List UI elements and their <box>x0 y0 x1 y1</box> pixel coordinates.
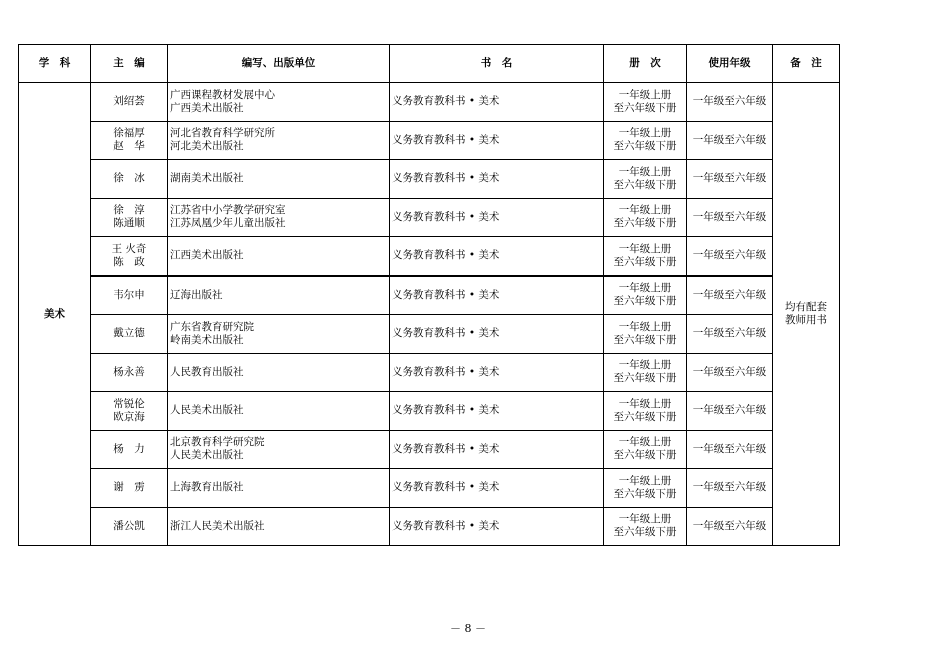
editor-cell <box>91 507 168 546</box>
volume-cell <box>604 276 687 315</box>
publisher-cell-line: 浙江人民美术出版社 <box>170 519 265 532</box>
publisher-cell-line: 上海教育出版社 <box>170 481 244 494</box>
publisher-cell <box>168 83 390 122</box>
table-body <box>19 83 840 546</box>
volume-cell-line: 至六年级下册 <box>613 449 677 462</box>
volume-cell-line: 一年级上册 <box>618 436 672 449</box>
publisher-cell <box>168 121 390 160</box>
table-row <box>19 507 840 546</box>
volume-cell <box>604 83 687 122</box>
book-cell: 义务教育教科书 • 美术 <box>390 469 604 508</box>
table-row <box>19 83 840 122</box>
header-book: 书 名 <box>390 45 604 83</box>
volume-cell-line: 一年级上册 <box>618 88 672 101</box>
volume-cell-line: 至六年级下册 <box>613 333 677 346</box>
book-cell: 义务教育教科书 • 美术 <box>390 353 604 392</box>
table-row <box>19 392 840 431</box>
editor-cell <box>91 469 168 508</box>
book-cell: 义务教育教科书 • 美术 <box>390 121 604 160</box>
note-line: 教师用书 <box>785 314 827 326</box>
publisher-cell-line: 人民教育出版社 <box>170 365 244 378</box>
grade-cell: 一年级至六年级 <box>687 276 773 315</box>
book-cell: 义务教育教科书 • 美术 <box>390 315 604 354</box>
editor-cell <box>91 198 168 237</box>
publisher-cell-line: 辽海出版社 <box>170 288 223 301</box>
volume-cell <box>604 121 687 160</box>
table-row <box>19 469 840 508</box>
header-publisher: 编写、出版单位 <box>168 45 390 83</box>
editor-cell-line: 欧京海 <box>113 410 145 423</box>
grade-cell: 一年级至六年级 <box>687 83 773 122</box>
grade-cell: 一年级至六年级 <box>687 469 773 508</box>
publisher-cell <box>168 160 390 199</box>
volume-cell <box>604 353 687 392</box>
editor-cell-line: 徐福厚 <box>113 127 145 140</box>
volume-cell-line: 一年级上册 <box>618 165 672 178</box>
editor-cell-line: 王 火奇 <box>111 242 147 255</box>
publisher-cell-line: 广西美术出版社 <box>170 101 244 114</box>
editor-cell-line: 常锐伦 <box>113 397 145 410</box>
publisher-cell <box>168 237 390 276</box>
table-row <box>19 160 840 199</box>
volume-cell <box>604 430 687 469</box>
volume-cell-line: 一年级上册 <box>618 127 672 140</box>
page-number: － 8 － <box>450 622 486 635</box>
publisher-cell <box>168 507 390 546</box>
publisher-cell-line: 北京教育科学研究院 <box>170 436 265 449</box>
volume-cell-line: 一年级上册 <box>618 204 672 217</box>
editor-cell <box>91 160 168 199</box>
volume-cell-line: 一年级上册 <box>618 359 672 372</box>
grade-cell: 一年级至六年级 <box>687 392 773 431</box>
table-row <box>19 276 840 315</box>
volume-cell-line: 至六年级下册 <box>613 178 677 191</box>
grade-cell: 一年级至六年级 <box>687 121 773 160</box>
table-row <box>19 237 840 276</box>
table-row <box>19 198 840 237</box>
volume-cell-line: 一年级上册 <box>618 474 672 487</box>
volume-cell-line: 一年级上册 <box>618 397 672 410</box>
book-cell: 义务教育教科书 • 美术 <box>390 160 604 199</box>
editor-cell <box>91 315 168 354</box>
editor-cell-line: 赵 华 <box>113 140 145 153</box>
editor-cell <box>91 353 168 392</box>
publisher-cell <box>168 392 390 431</box>
editor-cell-line: 陈通顺 <box>113 217 145 230</box>
grade-cell: 一年级至六年级 <box>687 430 773 469</box>
book-cell: 义务教育教科书 • 美术 <box>390 430 604 469</box>
header-subject: 学 科 <box>19 45 91 83</box>
editor-cell-line: 谢 雳 <box>113 481 145 494</box>
editor-cell-line: 戴立德 <box>113 327 145 340</box>
book-cell: 义务教育教科书 • 美术 <box>390 276 604 315</box>
table-row <box>19 121 840 160</box>
table-row <box>19 315 840 354</box>
subject-cell: 美术 <box>19 83 91 546</box>
volume-cell <box>604 507 687 546</box>
volume-cell-line: 一年级上册 <box>618 513 672 526</box>
grade-cell: 一年级至六年级 <box>687 198 773 237</box>
publisher-cell-line: 河北省教育科学研究所 <box>170 127 275 140</box>
book-cell: 义务教育教科书 • 美术 <box>390 237 604 276</box>
publisher-cell <box>168 353 390 392</box>
publisher-cell-line: 广东省教育研究院 <box>170 320 254 333</box>
publisher-cell-line: 广西课程教材发展中心 <box>170 88 275 101</box>
volume-cell-line: 至六年级下册 <box>613 372 677 385</box>
volume-cell-line: 至六年级下册 <box>613 295 677 308</box>
header-volume: 册 次 <box>604 45 687 83</box>
editor-cell-line: 徐 淳 <box>113 204 145 217</box>
publisher-cell <box>168 469 390 508</box>
publisher-cell <box>168 430 390 469</box>
editor-cell <box>91 392 168 431</box>
editor-cell <box>91 430 168 469</box>
volume-cell <box>604 160 687 199</box>
book-cell: 义务教育教科书 • 美术 <box>390 198 604 237</box>
editor-cell-line: 韦尔申 <box>113 288 145 301</box>
note-cell <box>773 83 840 546</box>
note-line: 均有配套 <box>785 301 827 313</box>
volume-cell-line: 一年级上册 <box>618 242 672 255</box>
editor-cell <box>91 237 168 276</box>
volume-cell <box>604 315 687 354</box>
grade-cell: 一年级至六年级 <box>687 507 773 546</box>
volume-cell-line: 至六年级下册 <box>613 101 677 114</box>
publisher-cell <box>168 276 390 315</box>
publisher-cell-line: 河北美术出版社 <box>170 140 244 153</box>
volume-cell <box>604 469 687 508</box>
textbook-table <box>18 44 840 546</box>
volume-cell <box>604 198 687 237</box>
header-editor: 主 编 <box>91 45 168 83</box>
grade-cell: 一年级至六年级 <box>687 315 773 354</box>
volume-cell <box>604 392 687 431</box>
editor-cell-line: 刘绍荟 <box>113 95 145 108</box>
publisher-cell-line: 湖南美术出版社 <box>170 172 244 185</box>
publisher-cell-line: 江西美术出版社 <box>170 249 244 262</box>
book-cell: 义务教育教科书 • 美术 <box>390 83 604 122</box>
volume-cell-line: 至六年级下册 <box>613 526 677 539</box>
book-cell: 义务教育教科书 • 美术 <box>390 507 604 546</box>
volume-cell-line: 至六年级下册 <box>613 487 677 500</box>
volume-cell-line: 至六年级下册 <box>613 140 677 153</box>
publisher-cell <box>168 315 390 354</box>
publisher-cell-line: 岭南美术出版社 <box>170 333 244 346</box>
grade-cell: 一年级至六年级 <box>687 160 773 199</box>
editor-cell-line: 陈 政 <box>113 255 145 268</box>
book-cell: 义务教育教科书 • 美术 <box>390 392 604 431</box>
editor-cell <box>91 276 168 315</box>
publisher-cell-line: 江苏凤凰少年儿童出版社 <box>170 217 286 230</box>
publisher-cell-line: 江苏省中小学教学研究室 <box>170 204 286 217</box>
volume-cell-line: 一年级上册 <box>618 320 672 333</box>
table-row <box>19 353 840 392</box>
volume-cell-line: 至六年级下册 <box>613 410 677 423</box>
publisher-cell-line: 人民美术出版社 <box>170 449 244 462</box>
editor-cell <box>91 83 168 122</box>
editor-cell-line: 徐 冰 <box>113 172 145 185</box>
grade-cell: 一年级至六年级 <box>687 353 773 392</box>
header-row <box>19 45 840 83</box>
header-note: 备 注 <box>773 45 840 83</box>
editor-cell-line: 杨 力 <box>113 442 145 455</box>
publisher-cell <box>168 198 390 237</box>
editor-cell <box>91 121 168 160</box>
volume-cell-line: 至六年级下册 <box>613 217 677 230</box>
volume-cell-line: 一年级上册 <box>618 282 672 295</box>
table-row <box>19 430 840 469</box>
publisher-cell-line: 人民美术出版社 <box>170 404 244 417</box>
volume-cell-line: 至六年级下册 <box>613 255 677 268</box>
grade-cell: 一年级至六年级 <box>687 237 773 276</box>
volume-cell <box>604 237 687 276</box>
editor-cell-line: 杨永善 <box>113 365 145 378</box>
header-grade: 使用年级 <box>687 45 773 83</box>
editor-cell-line: 潘公凯 <box>113 519 145 532</box>
